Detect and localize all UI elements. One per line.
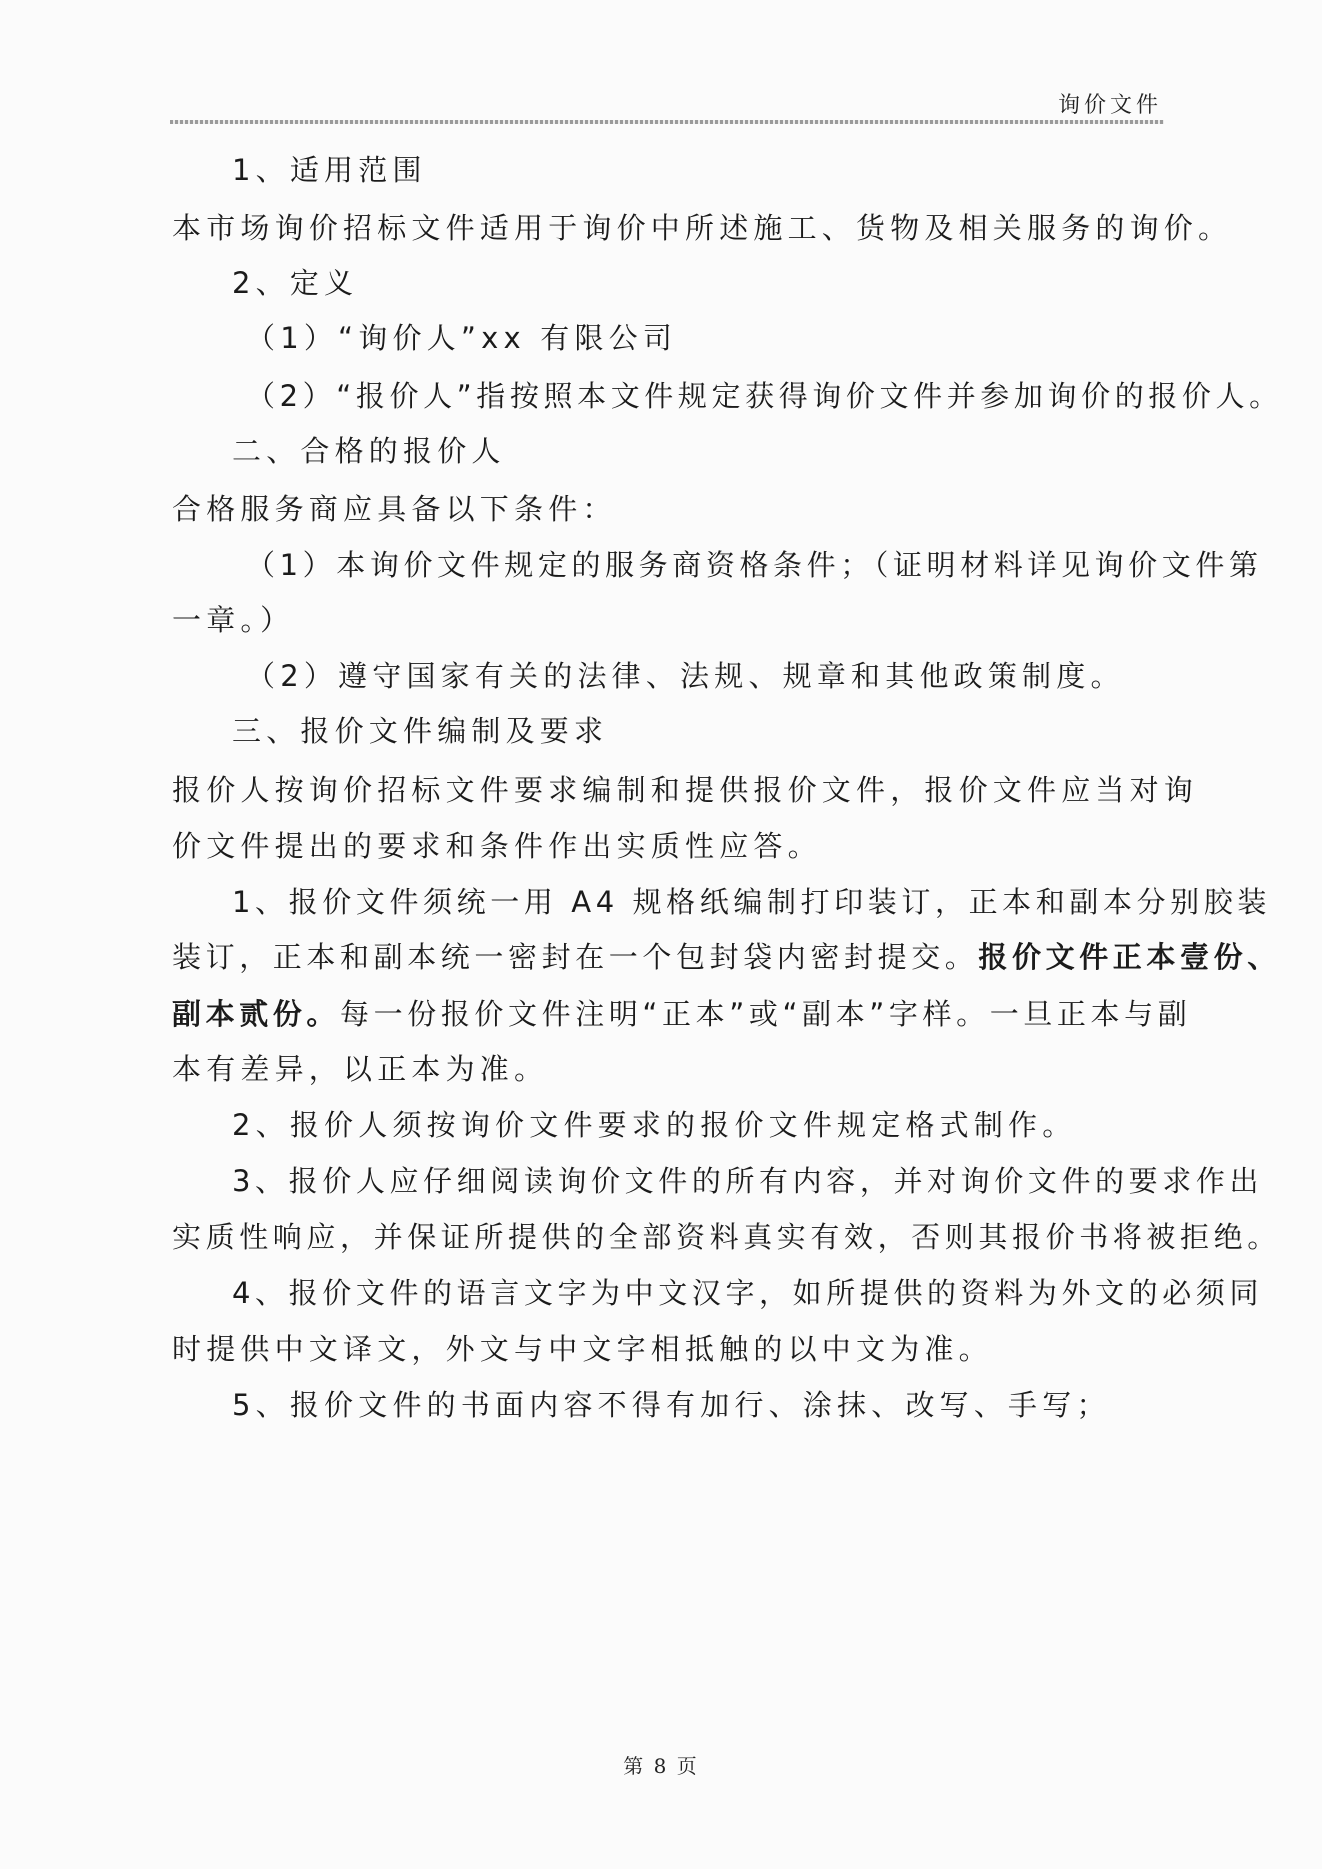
paragraph-line: 2、报价人须按询价文件要求的报价文件规定格式制作。 <box>232 1108 1077 1142</box>
paragraph-line: 报价人按询价招标文件要求编制和提供报价文件，报价文件应当对询 <box>172 773 1199 807</box>
paragraph-text: 每一份报价文件注明“正本”或“副本”字样。一旦正本与副 <box>340 997 1192 1031</box>
paragraph-line: 1、报价文件须统一用 A4 规格纸编制打印装订，正本和副本分别胶装 <box>232 885 1271 919</box>
paragraph-line: （1）本询价文件规定的服务商资格条件；（证明材料详见询价文件第 <box>246 548 1263 582</box>
header-rule <box>170 120 1164 124</box>
paragraph-line <box>172 994 1191 1034</box>
paragraph-line: 本市场询价招标文件适用于询价中所述施工、货物及相关服务的询价。 <box>172 211 1233 245</box>
paragraph-line: 4、报价文件的语言文字为中文汉字，如所提供的资料为外文的必须同 <box>232 1276 1264 1310</box>
paragraph-line: 5、报价文件的书面内容不得有加行、涂抹、改写、手写； <box>232 1388 1111 1422</box>
section-heading-qualified-bidder: 二、合格的报价人 <box>232 434 506 468</box>
section-heading-scope: 1、适用范围 <box>232 153 427 187</box>
paragraph-line <box>172 937 1281 977</box>
paragraph-line: 本有差异，以正本为准。 <box>172 1052 549 1086</box>
section-heading-preparation: 三、报价文件编制及要求 <box>232 714 609 748</box>
running-header-title: 询价文件 <box>1057 93 1162 118</box>
paragraph-line: 时提供中文译文，外文与中文字相抵触的以中文为准。 <box>172 1332 993 1366</box>
paragraph-line: 实质性响应，并保证所提供的全部资料真实有效，否则其报价书将被拒绝。 <box>172 1220 1281 1254</box>
paragraph-line: （2）“报价人”指按照本文件规定获得询价文件并参加询价的报价人。 <box>246 379 1283 413</box>
paragraph-line: 价文件提出的要求和条件作出实质性应答。 <box>172 829 822 863</box>
paragraph-line: （1）“询价人”xx 有限公司 <box>246 321 678 355</box>
paragraph-line: 3、报价人应仔细阅读询价文件的所有内容，并对询价文件的要求作出 <box>232 1164 1264 1198</box>
bold-emphasis: 报价文件正本壹份、 <box>978 940 1281 974</box>
page-number: 第 8 页 <box>623 1754 699 1778</box>
section-heading-definition: 2、定义 <box>232 266 359 300</box>
paragraph-line: 合格服务商应具备以下条件： <box>172 492 617 526</box>
paragraph-line: （2）遵守国家有关的法律、法规、规章和其他政策制度。 <box>246 659 1125 693</box>
paragraph-text: 装订，正本和副本统一密封在一个包封袋内密封提交。 <box>172 940 979 974</box>
paragraph-line: 一章。） <box>172 603 295 637</box>
bold-emphasis: 副本贰份。 <box>172 997 341 1031</box>
